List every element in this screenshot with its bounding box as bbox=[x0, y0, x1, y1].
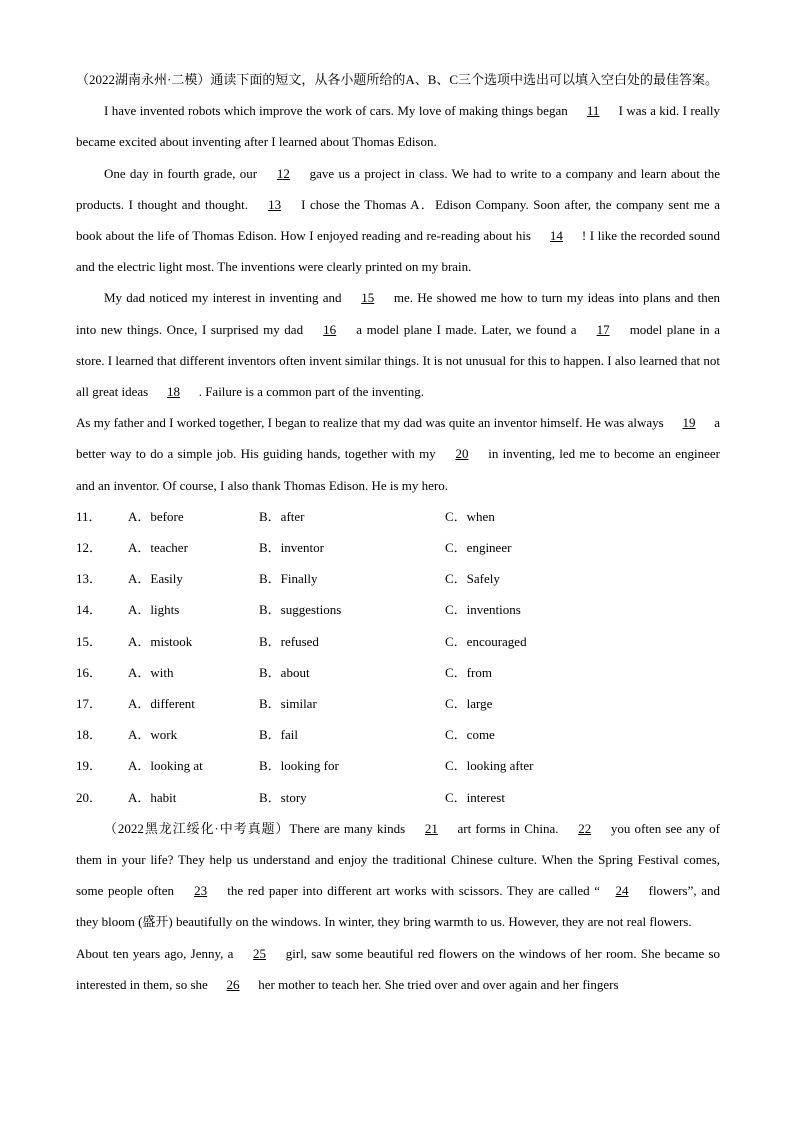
option-c[interactable]: C．when bbox=[445, 508, 495, 524]
option-b[interactable]: B．Finally bbox=[259, 571, 318, 587]
blank-18[interactable]: 18 bbox=[166, 384, 180, 400]
passage2-paragraph2: About ten years ago, Jenny, a 25 girl, saw some beautiful red flowers on the windows of her room. She became so interested in them, so she 26 her mother to teach her. She tried over and over again and her fingers bbox=[76, 938, 720, 1000]
blank-14[interactable]: 14 bbox=[549, 228, 563, 244]
passage2-paragraph1: （2022黑龙江绥化·中考真题）There are many kinds 21 art forms in China. 22 you often see any of them in your life? They help us understand and enjoy the traditional Chinese culture. When the Spring Festival comes, some people often 23 the red paper into different art works with scissors. They are called “ 24 flowers”, and they bloom (盛开) beautifully on the windows. In winter, they bring warmth to us. However, they are not real flowers. bbox=[76, 813, 720, 938]
question-row bbox=[76, 750, 720, 781]
option-a[interactable]: A．before bbox=[128, 508, 184, 524]
option-a[interactable]: A．teacher bbox=[128, 540, 188, 556]
option-c[interactable]: C．large bbox=[445, 695, 493, 711]
section1-intro: （2022湖南永州·二模）通读下面的短文，从各小题所给的A、B、C三个选项中选出可以填入空白处的最佳答案。 bbox=[76, 72, 719, 87]
question-number: 17． bbox=[76, 695, 103, 711]
blank-13[interactable]: 13 bbox=[268, 196, 282, 212]
question-list bbox=[76, 501, 720, 813]
question-row bbox=[76, 688, 720, 719]
question-row bbox=[76, 532, 720, 563]
blank-22[interactable]: 22 bbox=[578, 820, 592, 836]
passage1-paragraph2: One day in fourth grade, our 12 gave us a project in class. We had to write to a company and learn about the products. I thought and thought. 13 I chose the Thomas A．Edison Company. Soon after, the company sent me a book about the life of Thomas Edison. How I enjoyed reading and re-reading about his 14 ! I like the recorded sound and the electric light most. The inventions were clearly printed on my brain. bbox=[76, 158, 720, 283]
question-row bbox=[76, 594, 720, 625]
passage1-paragraph1: I have invented robots which improve the work of cars. My love of making things began 11 I was a kid. I really became excited about inventing after I learned about Thomas Edison. bbox=[76, 95, 720, 157]
question-row bbox=[76, 657, 720, 688]
option-c[interactable]: C．looking after bbox=[445, 758, 534, 774]
blank-11[interactable]: 11 bbox=[586, 103, 600, 119]
option-c[interactable]: C．encouraged bbox=[445, 633, 527, 649]
blank-16[interactable]: 16 bbox=[323, 321, 337, 337]
question-number: 11． bbox=[76, 508, 102, 524]
question-row bbox=[76, 782, 720, 813]
blank-26[interactable]: 26 bbox=[226, 976, 240, 992]
option-b[interactable]: B．inventor bbox=[259, 540, 324, 556]
question-number: 19． bbox=[76, 758, 103, 774]
option-b[interactable]: B．similar bbox=[259, 695, 317, 711]
question-row bbox=[76, 626, 720, 657]
option-a[interactable]: A．work bbox=[128, 727, 178, 743]
question-number: 15． bbox=[76, 633, 103, 649]
blank-21[interactable]: 21 bbox=[424, 820, 438, 836]
option-b[interactable]: B．about bbox=[259, 664, 310, 680]
blank-20[interactable]: 20 bbox=[455, 446, 469, 462]
blank-25[interactable]: 25 bbox=[253, 945, 267, 961]
option-b[interactable]: B．looking for bbox=[259, 758, 339, 774]
option-a[interactable]: A．mistook bbox=[128, 633, 193, 649]
question-number: 12． bbox=[76, 540, 103, 556]
document-page bbox=[76, 64, 720, 1000]
option-a[interactable]: A．Easily bbox=[128, 571, 183, 587]
passage1-paragraph4: As my father and I worked together, I began to realize that my dad was quite an inventor himself. He was always 19 a better way to do a simple job. His guiding hands, together with my 20 in inventing, led me to become an engineer and an inventor. Of course, I also thank Thomas Edison. He is my hero. bbox=[76, 407, 720, 501]
option-c[interactable]: C．interest bbox=[445, 789, 505, 805]
option-b[interactable]: B．fail bbox=[259, 727, 298, 743]
question-row bbox=[76, 719, 720, 750]
question-number: 16． bbox=[76, 664, 103, 680]
option-b[interactable]: B．after bbox=[259, 508, 305, 524]
question-row bbox=[76, 501, 720, 532]
question-number: 13． bbox=[76, 571, 103, 587]
blank-19[interactable]: 19 bbox=[682, 415, 696, 431]
option-c[interactable]: C．engineer bbox=[445, 540, 512, 556]
option-a[interactable]: A．looking at bbox=[128, 758, 203, 774]
question-row bbox=[76, 563, 720, 594]
option-b[interactable]: B．story bbox=[259, 789, 307, 805]
option-c[interactable]: C．inventions bbox=[445, 602, 521, 618]
question-number: 18． bbox=[76, 727, 103, 743]
blank-12[interactable]: 12 bbox=[276, 165, 290, 181]
blank-24[interactable]: 24 bbox=[615, 883, 629, 899]
blank-23[interactable]: 23 bbox=[194, 883, 208, 899]
question-number: 20． bbox=[76, 789, 103, 805]
option-a[interactable]: A．different bbox=[128, 695, 195, 711]
passage1-paragraph3: My dad noticed my interest in inventing and 15 me. He showed me how to turn my ideas into plans and then into new things. Once, I surprised my dad 16 a model plane I made. Later, we found a 17 model plane in a store. I learned that different inventors often invent similar things. It is not unusual for this to happen. I also learned that not all great ideas 18 . Failure is a common part of the inventing. bbox=[76, 282, 720, 407]
option-a[interactable]: A．habit bbox=[128, 789, 177, 805]
question-number: 14． bbox=[76, 602, 103, 618]
option-c[interactable]: C．Safely bbox=[445, 571, 500, 587]
option-c[interactable]: C．come bbox=[445, 727, 495, 743]
option-b[interactable]: B．refused bbox=[259, 633, 319, 649]
blank-15[interactable]: 15 bbox=[361, 290, 375, 306]
option-b[interactable]: B．suggestions bbox=[259, 602, 342, 618]
option-c[interactable]: C．from bbox=[445, 664, 492, 680]
option-a[interactable]: A．with bbox=[128, 664, 174, 680]
option-a[interactable]: A．lights bbox=[128, 602, 180, 618]
blank-17[interactable]: 17 bbox=[596, 321, 610, 337]
